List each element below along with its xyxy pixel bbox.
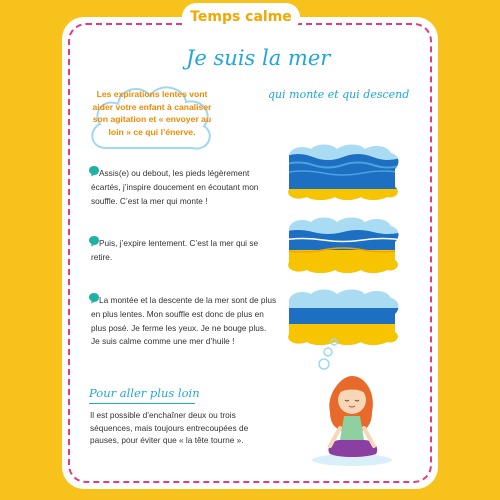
page-subtitle: qui monte et qui descend xyxy=(268,88,410,101)
further-text: Il est possible d’enchaîner deux ou trois séquences, mais toujours entrecoupées de pauses, pour éviter que « la tête tourne ». xyxy=(90,410,249,446)
intro-text: Les expirations lentes vont aider votre enfant à canaliser son agitation et « envoyer au loin » ce qui l’énerve. xyxy=(92,89,212,137)
step-3-text: La montée et la descente de la mer sont de plus en plus lentes. Mon souffle est donc de plus en plus posé. Je ferme les yeux. Je ne bouge plus. Je suis calme comme une mer d’huile ! xyxy=(91,295,277,347)
sea-ebb-illustration xyxy=(283,216,401,274)
step-2-text: Puis, j’expire lentement. C’est la mer qui se retire. xyxy=(91,238,259,262)
further-title-underline xyxy=(89,403,195,404)
speech-bubble-icon xyxy=(88,292,100,304)
speech-bubble-icon xyxy=(88,165,100,177)
step-3 xyxy=(91,294,277,349)
step-1-text: Assis(e) ou debout, les pieds légèrement écartés, j’inspire doucement en écoutant mon souffle. C’est la mer qui monte ! xyxy=(91,168,259,206)
section-tab xyxy=(182,3,300,31)
meditating-girl-illustration xyxy=(300,336,410,470)
speech-bubble-icon xyxy=(88,235,100,247)
section-tab-label: Temps calme xyxy=(190,9,292,25)
sea-high-tide-illustration xyxy=(283,143,401,201)
page-title: Je suis la mer xyxy=(186,46,331,70)
further-title: Pour aller plus loin xyxy=(89,386,200,400)
step-1 xyxy=(91,167,281,208)
step-2 xyxy=(91,237,281,265)
